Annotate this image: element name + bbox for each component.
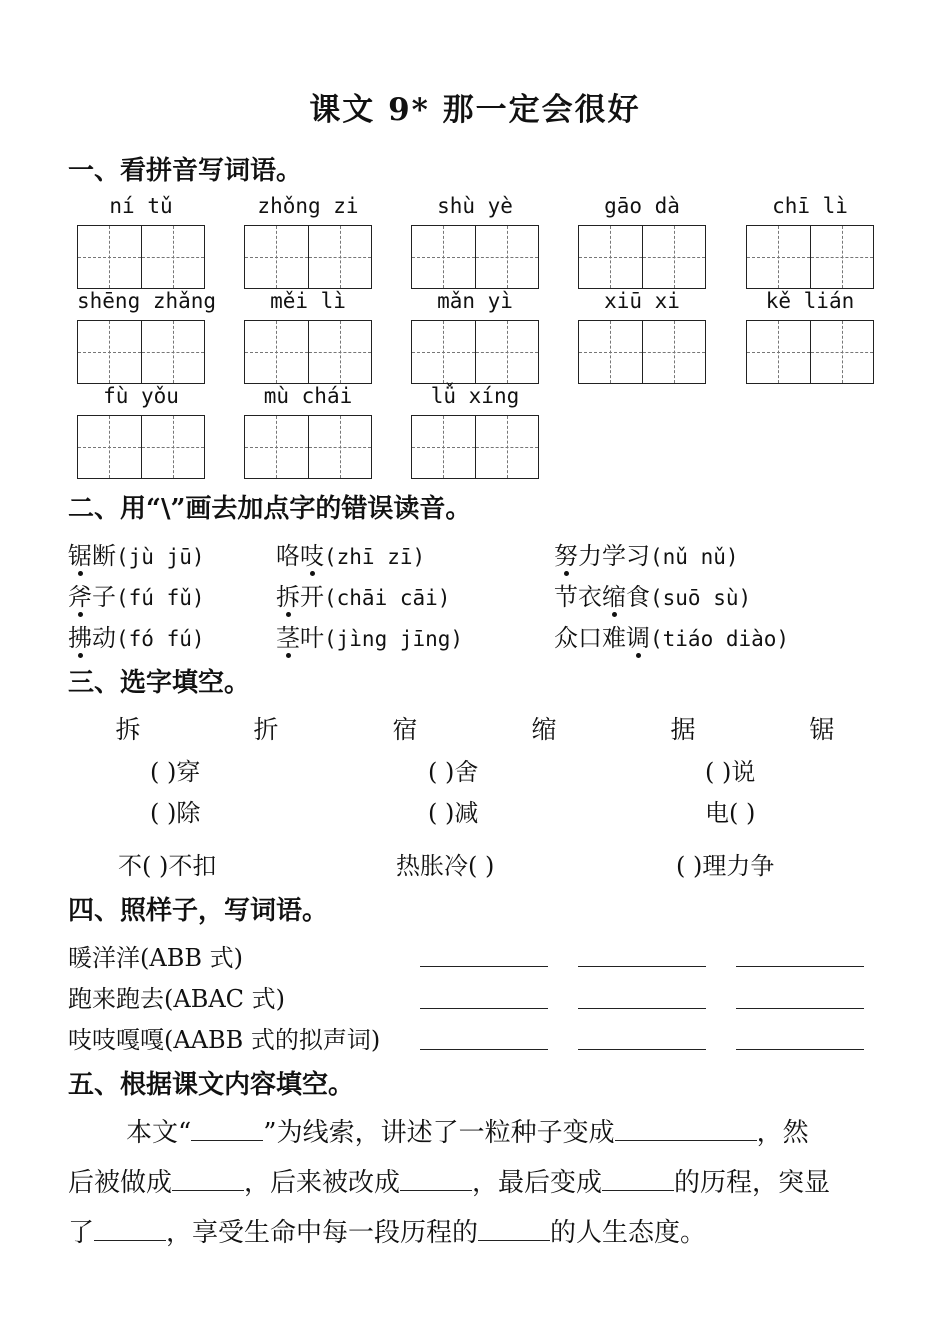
example-aabb: 吱吱嘎嘎(AABB 式的拟声词) [68,1026,381,1054]
para-text: 后被做成 [68,1168,173,1198]
fill-blank-item[interactable]: 电( ) [705,799,756,827]
word-char: 开 [300,583,324,611]
pron-item [276,618,463,653]
word-char: 咯 [276,542,300,570]
grid-cell[interactable] [811,321,874,383]
para-text: ，享受生命中每一段历程的 [166,1218,479,1248]
grid-cell[interactable] [579,226,643,288]
pinyin-label: shù yè [437,194,513,218]
pinyin-label: fù yǒu [103,384,179,408]
tianzige-grid[interactable] [411,225,539,289]
blank-highlight[interactable] [94,1218,166,1241]
grid-cell[interactable] [78,226,142,288]
grid-cell[interactable] [142,226,205,288]
word-char: 力学习 [578,542,650,570]
answer-line[interactable] [578,1008,706,1009]
grid-cell[interactable] [579,321,643,383]
section-4-heading: 四、照样子，写词语。 [68,896,329,926]
para-text: ”为线索，讲述了一粒种子变成 [263,1118,615,1148]
paragraph-line-2 [68,1162,830,1199]
section-1-heading: 一、看拼音写词语。 [68,156,303,186]
word-char: 叶 [300,624,324,652]
pron-item [276,577,450,612]
paragraph-line-3 [68,1212,706,1249]
pron-item [554,577,751,612]
dotted-char: 锯 [68,542,92,570]
grid-cell[interactable] [245,416,309,478]
tianzige-grid[interactable] [244,415,372,479]
grid-cell[interactable] [245,226,309,288]
grid-cell[interactable] [476,416,539,478]
pinyin-label: xiū xi [604,289,680,313]
grid-cell[interactable] [412,226,476,288]
fill-blank-item[interactable]: 热胀冷( ) [396,852,495,880]
grid-cell[interactable] [309,321,372,383]
fill-blank-item[interactable]: ( )说 [705,758,756,786]
grid-cell[interactable] [476,321,539,383]
grid-cell[interactable] [309,226,372,288]
tianzige-grid[interactable] [77,225,205,289]
answer-line[interactable] [420,1049,548,1050]
answer-line[interactable] [420,1008,548,1009]
answer-line[interactable] [578,966,706,967]
fill-blank-item[interactable]: ( )穿 [150,758,201,786]
pron-options[interactable]: (fó fú) [116,627,205,651]
word-char: 节衣 [554,583,602,611]
dotted-char: 茎 [276,624,300,652]
pron-item [554,536,739,571]
grid-cell[interactable] [78,416,142,478]
choice-char: 据 [670,715,696,744]
word-char: 动 [92,624,116,652]
pron-options[interactable]: (suō sù) [650,586,752,610]
tianzige-grid[interactable] [411,320,539,384]
grid-cell[interactable] [643,226,706,288]
para-text: ，最后变成 [472,1168,603,1198]
tianzige-grid[interactable] [244,225,372,289]
dotted-char: 斧 [68,583,92,611]
blank-made-into[interactable] [172,1168,244,1191]
blank-attitude[interactable] [478,1218,550,1241]
dotted-char: 缩 [602,583,626,611]
pinyin-label: kě lián [765,289,855,313]
answer-line[interactable] [736,966,864,967]
fill-blank-item[interactable]: ( )理力争 [676,852,775,880]
dotted-char: 努 [554,542,578,570]
pinyin-label: shēng zhǎng [77,289,217,313]
para-text: 本文“ [126,1118,192,1148]
choice-char: 缩 [531,715,557,744]
dotted-char: 调 [626,624,650,652]
grid-cell[interactable] [412,416,476,478]
choice-char: 拆 [115,715,141,744]
pinyin-label: lǚ xíng [430,384,520,408]
grid-cell[interactable] [811,226,874,288]
grid-cell[interactable] [747,321,811,383]
grid-cell[interactable] [309,416,372,478]
page-title: 课文 9* 那一定会很好 [309,92,641,128]
para-text: ，然 [756,1118,809,1148]
grid-cell[interactable] [643,321,706,383]
pron-item [276,536,425,571]
grid-cell[interactable] [78,321,142,383]
para-text: 了 [68,1218,95,1248]
pron-options[interactable]: (tiáo diào) [650,627,790,651]
section-5-heading: 五、根据课文内容填空。 [68,1070,355,1100]
choice-char: 宿 [392,715,418,744]
pron-options[interactable]: (zhī zī) [324,545,426,569]
dotted-char: 吱 [300,542,324,570]
pron-item [68,577,205,612]
choice-char: 锯 [809,715,835,744]
blank-finally[interactable] [602,1168,674,1191]
tianzige-grid[interactable] [77,415,205,479]
tianzige-grid[interactable] [411,415,539,479]
pron-item [554,618,789,653]
dotted-char: 拂 [68,624,92,652]
tianzige-grid[interactable] [578,225,706,289]
word-char: 子 [92,583,116,611]
example-abb: 暖洋洋(ABB 式) [68,944,243,972]
fill-blank-item[interactable]: ( )减 [428,799,479,827]
pron-options[interactable]: (jù jū) [116,545,205,569]
tianzige-grid[interactable] [77,320,205,384]
word-char: 断 [92,542,116,570]
choice-char: 折 [253,715,279,744]
pron-options[interactable]: (chāi cāi) [324,586,451,610]
blank-changed-into[interactable] [400,1168,472,1191]
word-char: 食 [626,583,650,611]
tianzige-grid[interactable] [244,320,372,384]
fill-blank-item[interactable]: 不( )不扣 [118,852,217,880]
pinyin-label: mù chái [263,384,353,408]
para-text: 的人生态度。 [550,1218,707,1248]
grid-cell[interactable] [245,321,309,383]
pron-item [68,618,205,653]
answer-line[interactable] [736,1049,864,1050]
pinyin-label: chī lì [772,194,848,218]
answer-line[interactable] [578,1049,706,1050]
para-text: 的历程，突显 [674,1168,831,1198]
section-3-heading: 三、选字填空。 [68,668,251,698]
tianzige-grid[interactable] [746,225,874,289]
pinyin-label: mǎn yì [437,289,513,313]
pinyin-label: měi lì [270,289,346,313]
blank-clue[interactable] [191,1118,263,1141]
pron-options[interactable]: (fú fǔ) [116,586,205,610]
pron-item [68,536,205,571]
tianzige-grid[interactable] [578,320,706,384]
pron-options[interactable]: (jìng jīng) [324,627,464,651]
pron-options[interactable]: (nǔ nǔ) [650,545,739,569]
blank-became[interactable] [615,1118,757,1141]
grid-cell[interactable] [142,416,205,478]
pinyin-label: gāo dà [604,194,680,218]
para-text: ，后来被改成 [244,1168,401,1198]
pinyin-label: zhǒng zi [257,194,359,218]
pinyin-label: ní tǔ [109,194,173,218]
fill-blank-item[interactable]: ( )除 [150,799,201,827]
example-abac: 跑来跑去(ABAC 式) [68,985,286,1013]
answer-line[interactable] [420,966,548,967]
grid-cell[interactable] [747,226,811,288]
paragraph-line-1 [126,1112,809,1149]
tianzige-grid[interactable] [746,320,874,384]
grid-cell[interactable] [412,321,476,383]
dotted-char: 拆 [276,583,300,611]
word-char: 众口难 [554,624,626,652]
grid-cell[interactable] [142,321,205,383]
answer-line[interactable] [736,1008,864,1009]
section-2-heading: 二、用“\”画去加点字的错误读音。 [68,494,472,524]
grid-cell[interactable] [476,226,539,288]
fill-blank-item[interactable]: ( )舍 [428,758,479,786]
